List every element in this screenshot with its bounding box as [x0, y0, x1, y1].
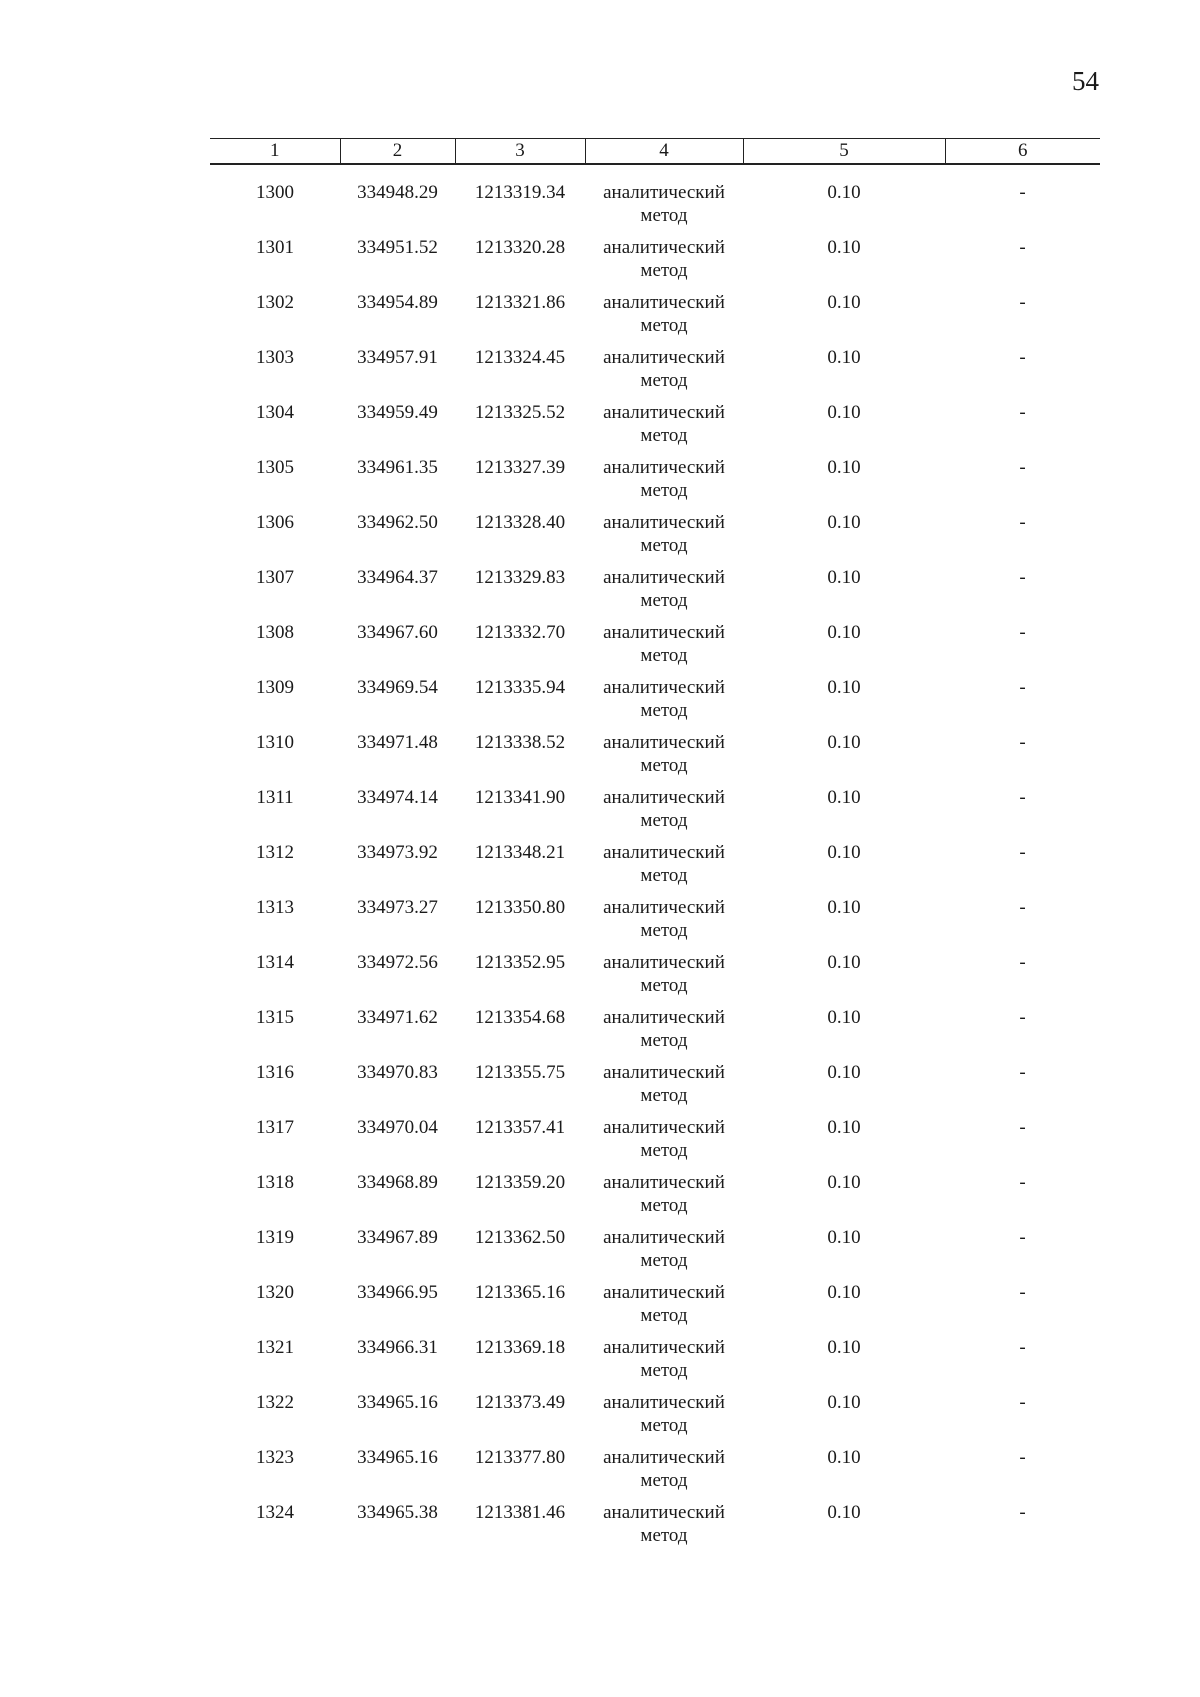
method-line-2: метод: [640, 1360, 688, 1381]
note-cell: -: [1019, 1392, 1026, 1413]
method-cell: [585, 1446, 743, 1501]
point-number-cell: 1320: [256, 1282, 294, 1303]
accuracy-cell: 0.10: [827, 1227, 861, 1248]
accuracy-cell: 0.10: [827, 1337, 861, 1358]
header-col-5: 5: [743, 139, 945, 165]
x-coordinate-cell: 334966.31: [357, 1337, 438, 1358]
method-line-2: метод: [640, 700, 688, 721]
method-line-1: аналитический: [603, 512, 725, 533]
point-number-cell: 1309: [256, 677, 294, 698]
point-number-cell: 1308: [256, 622, 294, 643]
y-coordinate-cell: 1213357.41: [474, 1117, 566, 1138]
method-cell: [585, 621, 743, 676]
table-row: [210, 456, 1100, 511]
point-number-cell: 1313: [256, 897, 294, 918]
accuracy-cell: 0.10: [827, 1007, 861, 1028]
table-row: [210, 951, 1100, 1006]
method-line-2: метод: [640, 1470, 688, 1491]
method-line-1: аналитический: [603, 1007, 725, 1028]
point-number-cell: 1321: [256, 1337, 294, 1358]
method-line-1: аналитический: [603, 1172, 725, 1193]
method-line-2: метод: [640, 535, 688, 556]
point-number-cell: 1315: [256, 1007, 294, 1028]
y-coordinate-cell: 1213335.94: [474, 677, 566, 698]
point-number-cell: 1303: [256, 347, 294, 368]
point-number-cell: 1316: [256, 1062, 294, 1083]
accuracy-cell: 0.10: [827, 1447, 861, 1468]
method-cell: [585, 1391, 743, 1446]
method-cell: [585, 566, 743, 621]
point-number-cell: 1324: [256, 1502, 294, 1523]
method-cell: [585, 1116, 743, 1171]
header-col-4: 4: [585, 139, 743, 165]
point-number-cell: 1310: [256, 732, 294, 753]
y-coordinate-cell: 1213355.75: [474, 1062, 566, 1083]
point-number-cell: 1314: [256, 952, 294, 973]
table-row: [210, 236, 1100, 291]
spacer-row: [210, 164, 1100, 181]
method-line-2: метод: [640, 370, 688, 391]
header-col-1: 1: [210, 139, 340, 165]
point-number-cell: 1319: [256, 1227, 294, 1248]
y-coordinate-cell: 1213321.86: [474, 292, 566, 313]
method-line-2: метод: [640, 1085, 688, 1106]
point-number-cell: 1317: [256, 1117, 294, 1138]
table-row: [210, 1171, 1100, 1226]
note-cell: -: [1019, 1117, 1026, 1138]
point-number-cell: 1305: [256, 457, 294, 478]
header-row: [210, 139, 1100, 165]
y-coordinate-cell: 1213377.80: [474, 1447, 566, 1468]
method-cell: [585, 456, 743, 511]
table-row: [210, 1281, 1100, 1336]
note-cell: -: [1019, 1502, 1026, 1523]
table-row: [210, 731, 1100, 786]
method-cell: [585, 1336, 743, 1391]
point-number-cell: 1318: [256, 1172, 294, 1193]
method-cell: [585, 1281, 743, 1336]
method-line-2: метод: [640, 1525, 688, 1546]
page-number: 54: [1072, 66, 1099, 96]
table-row: [210, 401, 1100, 456]
point-number-cell: 1322: [256, 1392, 294, 1413]
x-coordinate-cell: 334965.16: [357, 1447, 438, 1468]
point-number-cell: 1300: [256, 182, 294, 203]
method-cell: [585, 401, 743, 456]
method-line-1: аналитический: [603, 897, 725, 918]
method-cell: [585, 1501, 743, 1556]
accuracy-cell: 0.10: [827, 732, 861, 753]
method-line-2: метод: [640, 810, 688, 831]
x-coordinate-cell: 334969.54: [357, 677, 438, 698]
accuracy-cell: 0.10: [827, 897, 861, 918]
y-coordinate-cell: 1213338.52: [474, 732, 566, 753]
x-coordinate-cell: 334965.38: [357, 1502, 438, 1523]
y-coordinate-cell: 1213319.34: [474, 182, 566, 203]
y-coordinate-cell: 1213327.39: [474, 457, 566, 478]
accuracy-cell: 0.10: [827, 347, 861, 368]
table-row: [210, 676, 1100, 731]
accuracy-cell: 0.10: [827, 952, 861, 973]
point-number-cell: 1312: [256, 842, 294, 863]
table-row: [210, 1226, 1100, 1281]
note-cell: -: [1019, 457, 1026, 478]
x-coordinate-cell: 334968.89: [357, 1172, 438, 1193]
method-cell: [585, 1006, 743, 1061]
method-cell: [585, 841, 743, 896]
accuracy-cell: 0.10: [827, 1117, 861, 1138]
table-row: [210, 1501, 1100, 1556]
table-row: [210, 841, 1100, 896]
method-line-1: аналитический: [603, 1117, 725, 1138]
method-line-1: аналитический: [603, 1227, 725, 1248]
method-line-1: аналитический: [603, 952, 725, 973]
accuracy-cell: 0.10: [827, 1392, 861, 1413]
method-cell: [585, 1171, 743, 1226]
method-cell: [585, 181, 743, 236]
method-line-1: аналитический: [603, 402, 725, 423]
method-line-1: аналитический: [603, 1062, 725, 1083]
y-coordinate-cell: 1213369.18: [474, 1337, 566, 1358]
y-coordinate-cell: 1213362.50: [474, 1227, 566, 1248]
x-coordinate-cell: 334957.91: [357, 347, 438, 368]
x-coordinate-cell: 334951.52: [357, 237, 438, 258]
y-coordinate-cell: 1213332.70: [474, 622, 566, 643]
accuracy-cell: 0.10: [827, 457, 861, 478]
table-row: [210, 786, 1100, 841]
x-coordinate-cell: 334962.50: [357, 512, 438, 533]
y-coordinate-cell: 1213325.52: [474, 402, 566, 423]
method-cell: [585, 951, 743, 1006]
table-row: [210, 1006, 1100, 1061]
point-number-cell: 1311: [256, 787, 294, 808]
method-line-2: метод: [640, 260, 688, 281]
point-number-cell: 1306: [256, 512, 294, 533]
method-line-2: метод: [640, 425, 688, 446]
point-number-cell: 1323: [256, 1447, 294, 1468]
method-line-1: аналитический: [603, 237, 725, 258]
y-coordinate-cell: 1213324.45: [474, 347, 566, 368]
note-cell: -: [1019, 567, 1026, 588]
method-line-1: аналитический: [603, 787, 725, 808]
note-cell: -: [1019, 182, 1026, 203]
method-line-1: аналитический: [603, 1282, 725, 1303]
accuracy-cell: 0.10: [827, 842, 861, 863]
y-coordinate-cell: 1213373.49: [474, 1392, 566, 1413]
x-coordinate-cell: 334954.89: [357, 292, 438, 313]
method-line-2: метод: [640, 205, 688, 226]
method-cell: [585, 731, 743, 786]
note-cell: -: [1019, 842, 1026, 863]
method-cell: [585, 236, 743, 291]
table-row: [210, 291, 1100, 346]
method-line-1: аналитический: [603, 732, 725, 753]
x-coordinate-cell: 334971.48: [357, 732, 438, 753]
accuracy-cell: 0.10: [827, 512, 861, 533]
point-number-cell: 1304: [256, 402, 294, 423]
method-line-2: метод: [640, 645, 688, 666]
header-col-3: 3: [455, 139, 585, 165]
method-cell: [585, 786, 743, 841]
x-coordinate-cell: 334948.29: [357, 182, 438, 203]
y-coordinate-cell: 1213352.95: [474, 952, 566, 973]
x-coordinate-cell: 334967.60: [357, 622, 438, 643]
x-coordinate-cell: 334959.49: [357, 402, 438, 423]
accuracy-cell: 0.10: [827, 567, 861, 588]
accuracy-cell: 0.10: [827, 1282, 861, 1303]
method-line-1: аналитический: [603, 1502, 725, 1523]
point-number-cell: 1301: [256, 237, 294, 258]
accuracy-cell: 0.10: [827, 622, 861, 643]
note-cell: -: [1019, 1447, 1026, 1468]
header-col-2: 2: [340, 139, 455, 165]
table-row: [210, 511, 1100, 566]
table-body: [210, 164, 1100, 1556]
note-cell: -: [1019, 292, 1026, 313]
method-cell: [585, 1061, 743, 1116]
method-line-1: аналитический: [603, 622, 725, 643]
method-cell: [585, 896, 743, 951]
accuracy-cell: 0.10: [827, 1502, 861, 1523]
accuracy-cell: 0.10: [827, 677, 861, 698]
table-row: [210, 346, 1100, 401]
table-row: [210, 566, 1100, 621]
method-line-2: метод: [640, 1030, 688, 1051]
table-row: [210, 896, 1100, 951]
note-cell: -: [1019, 622, 1026, 643]
y-coordinate-cell: 1213329.83: [474, 567, 566, 588]
method-line-2: метод: [640, 590, 688, 611]
method-line-1: аналитический: [603, 347, 725, 368]
method-cell: [585, 511, 743, 566]
header-col-6: 6: [945, 139, 1100, 165]
x-coordinate-cell: 334973.92: [357, 842, 438, 863]
note-cell: -: [1019, 1172, 1026, 1193]
y-coordinate-cell: 1213328.40: [474, 512, 566, 533]
x-coordinate-cell: 334970.83: [357, 1062, 438, 1083]
point-number-cell: 1307: [256, 567, 294, 588]
note-cell: -: [1019, 1062, 1026, 1083]
method-line-2: метод: [640, 1250, 688, 1271]
x-coordinate-cell: 334974.14: [357, 787, 438, 808]
method-line-1: аналитический: [603, 567, 725, 588]
method-line-1: аналитический: [603, 1447, 725, 1468]
method-line-2: метод: [640, 1305, 688, 1326]
method-cell: [585, 1226, 743, 1281]
note-cell: -: [1019, 732, 1026, 753]
note-cell: -: [1019, 237, 1026, 258]
coordinates-table-wrap: [210, 138, 1100, 1556]
x-coordinate-cell: 334967.89: [357, 1227, 438, 1248]
y-coordinate-cell: 1213320.28: [474, 237, 566, 258]
note-cell: -: [1019, 787, 1026, 808]
y-coordinate-cell: 1213359.20: [474, 1172, 566, 1193]
method-line-2: метод: [640, 975, 688, 996]
y-coordinate-cell: 1213350.80: [474, 897, 566, 918]
coordinates-table: [210, 138, 1100, 1556]
table-row: [210, 1391, 1100, 1446]
y-coordinate-cell: 1213365.16: [474, 1282, 566, 1303]
accuracy-cell: 0.10: [827, 402, 861, 423]
note-cell: -: [1019, 347, 1026, 368]
note-cell: -: [1019, 677, 1026, 698]
method-line-1: аналитический: [603, 292, 725, 313]
method-cell: [585, 291, 743, 346]
point-number-cell: 1302: [256, 292, 294, 313]
y-coordinate-cell: 1213341.90: [474, 787, 566, 808]
note-cell: -: [1019, 1337, 1026, 1358]
method-line-2: метод: [640, 315, 688, 336]
accuracy-cell: 0.10: [827, 787, 861, 808]
table-row: [210, 181, 1100, 236]
method-line-2: метод: [640, 1195, 688, 1216]
table-row: [210, 1116, 1100, 1171]
y-coordinate-cell: 1213348.21: [474, 842, 566, 863]
method-line-2: метод: [640, 920, 688, 941]
x-coordinate-cell: 334961.35: [357, 457, 438, 478]
method-line-1: аналитический: [603, 1392, 725, 1413]
method-line-2: метод: [640, 755, 688, 776]
accuracy-cell: 0.10: [827, 292, 861, 313]
note-cell: -: [1019, 897, 1026, 918]
table-row: [210, 1446, 1100, 1501]
table-row: [210, 1336, 1100, 1391]
method-line-2: метод: [640, 1415, 688, 1436]
note-cell: -: [1019, 952, 1026, 973]
note-cell: -: [1019, 1282, 1026, 1303]
method-cell: [585, 346, 743, 401]
x-coordinate-cell: 334966.95: [357, 1282, 438, 1303]
note-cell: -: [1019, 402, 1026, 423]
x-coordinate-cell: 334964.37: [357, 567, 438, 588]
method-line-1: аналитический: [603, 457, 725, 478]
method-line-2: метод: [640, 480, 688, 501]
x-coordinate-cell: 334965.16: [357, 1392, 438, 1413]
method-line-1: аналитический: [603, 842, 725, 863]
accuracy-cell: 0.10: [827, 1062, 861, 1083]
note-cell: -: [1019, 1227, 1026, 1248]
x-coordinate-cell: 334972.56: [357, 952, 438, 973]
table-row: [210, 621, 1100, 676]
y-coordinate-cell: 1213381.46: [474, 1502, 566, 1523]
y-coordinate-cell: 1213354.68: [474, 1007, 566, 1028]
accuracy-cell: 0.10: [827, 237, 861, 258]
accuracy-cell: 0.10: [827, 182, 861, 203]
table-row: [210, 1061, 1100, 1116]
method-line-2: метод: [640, 865, 688, 886]
note-cell: -: [1019, 512, 1026, 533]
method-line-1: аналитический: [603, 182, 725, 203]
accuracy-cell: 0.10: [827, 1172, 861, 1193]
method-cell: [585, 676, 743, 731]
method-line-1: аналитический: [603, 1337, 725, 1358]
note-cell: -: [1019, 1007, 1026, 1028]
x-coordinate-cell: 334971.62: [357, 1007, 438, 1028]
x-coordinate-cell: 334973.27: [357, 897, 438, 918]
table-header: [210, 139, 1100, 165]
method-line-2: метод: [640, 1140, 688, 1161]
x-coordinate-cell: 334970.04: [357, 1117, 438, 1138]
method-line-1: аналитический: [603, 677, 725, 698]
